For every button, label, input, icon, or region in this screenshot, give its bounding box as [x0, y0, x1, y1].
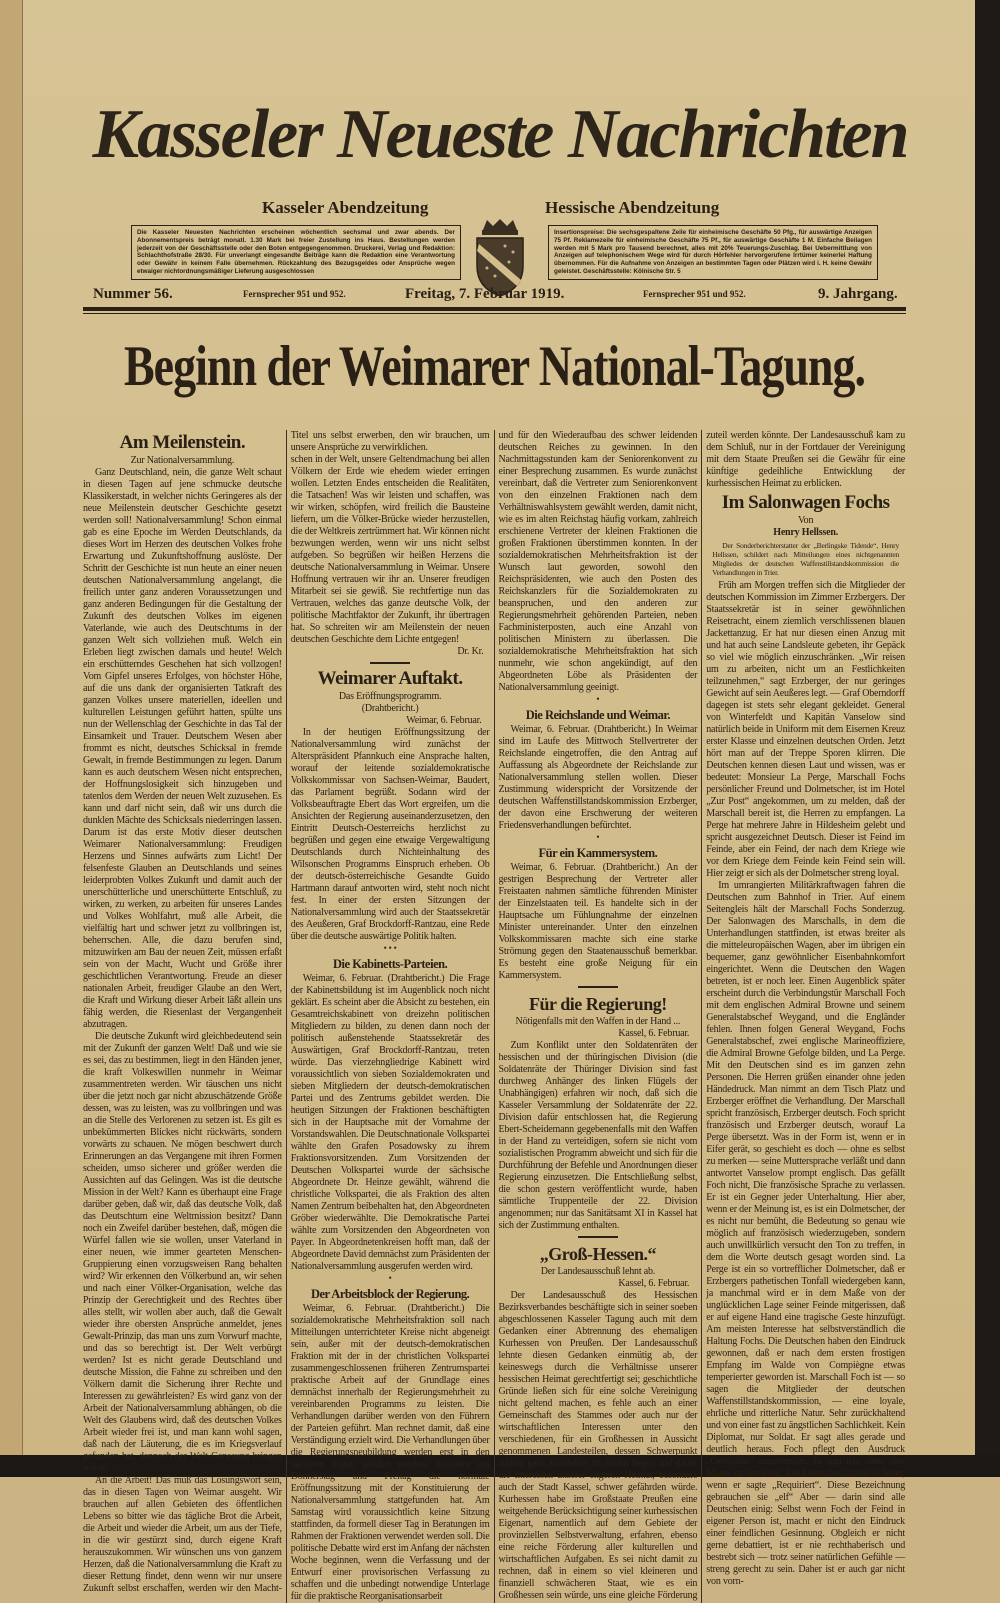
separator-rule: [499, 982, 698, 990]
separator-dot: •: [596, 694, 600, 704]
paragraph: Zum Konflikt unter den Soldatenräten der hessischen und der thüringischen Division (die Soldatenräte der Thüringer Division sind fast durchweg Anhänger des linken Flügels der Unabhängigen) erfahren wir noch, daß sich die Kasseler Versammlung der Soldatenräte der 22. Division dafür entschlossen hat, die Regierung Ebert-Scheidemann gegebenenfalls mit den Waffen in der Hand zu verteidigen, sofern sie nicht vom sozialistischen Programm abweicht und sich für die Durchführung der Befehle und Anordnungen dieser Regierung einzusetzen. Die Entschließung selbst, die schon gestern veröffentlicht wurde, haben sämtliche Truppenteile der 22. Division angenommen; nur das Sanitätsamt XI in Kassel hat sich der Zustimmung enthalten.: [498, 1040, 698, 1231]
subscription-info-box: Die Kasseler Neuesten Nachrichten erscheinen wöchentlich sechsmal und zwar abends. Der Abonnementspreis beträgt monatl. 1.30 Mark bei freier Zustellung ins Haus. Bestellungen werden jederzeit von der Geschäftsstelle oder den Boten entgegengenommen. Druckerei, Verlag und Redaktion: Schlachthofstraße 28/30. Für unverlangt eingesandte Beiträge kann die Redaktion eine Verantwortung oder Gewähr in keinem Falle übernehmen. Rückzahlung des Bezugsgeldes oder Ansprüche wegen etwaiger nichtordnungsmäßiger Lieferung ausgeschlossen: [131, 225, 461, 280]
dateline: Kassel, 6. Februar.: [618, 1278, 690, 1289]
article-headline: Weimarer Auftakt.: [317, 668, 463, 689]
dateline: Weimar, 6. Februar.: [406, 715, 482, 726]
section-headline: Für die Regierung!: [529, 994, 667, 1014]
paragraph: Der Landesausschuß des Hessischen Bezirksverbandes beschäftigte sich in seiner soeben abgeschlossenen Kasseler Tagung auch mit dem Gedanken einer Abtrennung des ehemaligen Kurhessen von Preußen. Der Landesausschuß lehnte diesen Gedanken einmütig ab, der keineswegs durch die Verhältnisse unserer hessischen Heimat gerechtfertigt sei; geschichtliche Gründe ließen sich für eine solche Vereinigung nicht geltend machen, es fehle auch an einer Gemeinschaft des Stammes oder auch nur der wirtschaftlichen Interessen unter den verschiedenen, für ein Großhessen in Aussicht genommenen Landesteilen, dessen Schwerpunkt zudem ganz zweifellos im Süden liegen und damit die Interessen unserer engeren Heimat, besonders auch der Stadt Kassel, schwer gefährden würde. Kurhessen habe im Großstaate Preußen eine weitgehende Berücksichtigung seiner kurhessischen Eigenart, namentlich auf dem Gebiete der provinziellen Selbstverwaltung, erfahren, ebenso eine reiche Förderung aller kulturellen und wirtschaftlichen Aufgaben. Es sei nicht damit zu rechnen, daß in einem so viel kleineren und finanziell schwächeren Staat, wie es ein Großhessen sein würde, uns eine gleiche Förderung zuteil werden könnte. Der Landesausschuß kam zu dem Schluß, nur in der Fortdauer der Vereinigung mit dem Staate Preußen sei die Gewähr für eine künftige gedeihliche Entwicklung der kurhessischen Heimat zu erblicken.: [498, 430, 905, 1601]
article-columns: [83, 430, 905, 1603]
paragraph: Weimar, 6. Februar. (Drahtbericht.) An der gestrigen Besprechung der Vertreter aller Freistaaten nahmen sämtliche führenden Minister der Einzelstaaten teil. Es handelte sich in der Hauptsache um Fühlungnahme der einzelnen Minister untereinander. Unter den einzelnen Volkskommissaren machte sich eine starke Strömung gegen den Staatenausschuß bemerkbar. Es besteht eine große Neigung für ein Kammersystem.: [498, 862, 698, 981]
background-right: [975, 0, 1000, 1477]
separator-rule: [499, 1232, 698, 1240]
issue-number: Nummer 56.: [93, 286, 173, 302]
article-intro: Der Sonderberichterstatter der „Berlingske Tidende“, Henry Hellssen, schildert nach Mitteilungen eines nichtgenannten Mitgliedes der deutschen Waffenstillstandskommission die Verhandlungen in Trier.: [712, 541, 899, 577]
subheading: Das Eröffnungsprogramm.: [338, 691, 442, 702]
issue-date: Freitag, 7. Februar 1919.: [405, 286, 565, 302]
main-headline: Beginn der Weimarer National-Tagung.: [124, 333, 865, 398]
paragraph: An die Arbeit! Das muß das Losungswort sein, das in diesen Tagen von Weimar ausgeht. Wir brauchen auf allen Gebieten des öffentlichen Lebens so bitter wie das tägliche Brot die Arbeit, die Arbeit und wieder die Arbeit, um aus der Tiefe, in die wir gestürzt sind, durch eigene Kraft herauszukommen. Wir wünschen uns von ganzem Herzen, daß die Nationalversammlung die Kraft zu dieser Rettung findet, denn wenn wir nur unsere Zukunft selbst erschaffen, werden wir den Macht-Titel uns selbst erwerben, den wir brauchen, um unsere Ansprüche zu verwirklichen.: [83, 430, 490, 1594]
phone-left: Fernsprecher 951 und 952.: [243, 289, 346, 299]
paragraph: Ganz Deutschland, nein, die ganze Welt schaut in diesen Tagen auf jene schmucke deutsche Klassikerstadt, in welcher nichts Geringeres als der neue Meilenstein deutscher Geschichte gesetzt werden soll! Nationalversammlung! Schon einmal gab es eine Epoche im Werden Deutschlands, da dieses Wort im Herzen des deutschen Volkes frohe Erwartung und Zukunftshoffnung auslöste. Der Schritt der Geschichte ist nun heute an einer neuen deutschen Nationalversammlung angelangt, die freilich unter ganz anderen Voraussetzungen und ganz anderen Bedingungen für die Gestaltung der Zukunft des deutschen Volkes im eigenen Vaterlande, wie auch des Deutschtums in der ganzen Welt sich vollziehen muß. Welch ein Erleben liegt zwischen damals und heute! Welch ein erschütterndes Geschehen hat sich vollzogen! Vom Gipfel unseres Erfolges, von höchster Höhe, auf die uns dank der organisierten Tatkraft des ganzen Volkes unsere materiellen, ideellen und kulturellen Leistungen geführt hatten, spülte uns nun der Wellenschlag der Geschichte in das Tal der Einsamkeit und Trauer. Deutschem Wesen aber frommt es nicht, deutsches Schicksal in fremde Gewalt, in fremde Bestimmungen zu legen. Darum kann es auch deutschem Wesen nicht entsprechen, der Hoffnungslosigkeit sich hinzugeben und tatenlos dem Werden der neuen Welt zuzusehen. Es kann und darf nicht sein, daß wir uns durch die dunklen Mächte des Schicksals niederringen lassen. Darum ist das erste Motiv dieser deutschen Weimarer Nationalversammlung: Freudigen Herzens und Sinnes aufwärts zum Licht! Der felsenfeste Glauben an Deutschlands und seines leiderprobten Volkes Zukunft und damit auch der unerschütterliche und unerschütterte Entschluß, zu wirken, zu werken, zu arbeiten für unseres Landes und Volkes Wohlfahrt, muß alle Arbeit, die vielfältig hart und schwer jetzt zu vollbringen ist, beherrschen. Alle, die dazu berufen sind, mitzuwirken am Bau der neuen Zeit, müssen erfaßt sein von der Macht, Wucht und Größe ihrer geschichtlichen Verantwortung. Freude an dieser nationalen Arbeit, freudiger Glaube an den Wert, die Kraft und Wirkung dieser Arbeit läßt allein uns fähig werden, die Riesenlast der Vergangenheit abzutragen.: [83, 467, 282, 1030]
section-headline: Die Kabinetts-Parteien.: [333, 957, 448, 971]
paragraph: und für den Wiederaufbau des schwer leidenden deutschen Reiches zu gewinnen. In den Nachmittagsstunden kam der Seniorenkonvent zu einer Besprechung zusammen. Es wurde zunächst vereinbart, daß die Vertreter zum Seniorenkonvent von den einzelnen Fraktionen nach dem Verhältniswahlsystem gewählt werden, damit nicht, wie es im alten Reichstag häufig vorkam, zahlreich erschienene Vertreter der kleinen Fraktionen die großen Fraktionen überstimmen konnten. In der sozialdemokratischen Mehrheitsfraktion ist der Wunsch laut geworden, sowohl den Reichspräsidenten, wie auch den Posten des Reichskanzlers für die Sozialdemokraten zu beanspruchen, und den anderen zur Regierungsmehrheit gehörenden Parteien, neben Fachministerposten, auch eine Anzahl von politischen Ministern zu überlassen. Die sozialdemokratische Mehrheitsfraktion hat sich nunmehr, wie schon angekündigt, auf den Abgeordneten Löbe als Präsidenten der Nationalversammlung geeinigt.: [498, 430, 698, 693]
subheading: Der Landesausschuß lehnt ab.: [540, 1266, 656, 1277]
paragraph: Die deutsche Zukunft wird gleichbedeutend sein mit der Zukunft der ganzen Welt! Daß und wie sie es sei, das zu bestimmen, liegt in den Händen jener, die kraft Volkeswillen nunmehr in Weimar zusammentreten werden. Wir täuschen uns nicht über die jetzt noch gar nicht abzuschätzende Größe dessen, was zu leisten, was zu vollbringen und was an die Stelle des Verlorenen zu setzen ist. Es gilt es unbekümmerten Blickes nicht rückwärts, sondern vorwärts zu schauen. Ne mögen beschwert durch Erinnerungen an das Vergangene mit ihren Formen scheiden, umso sicherer und größer werden die Aussichten auf das Gelingen. Was ist die deutsche Mission in der Welt? Kann es überhaupt eine Frage darüber geben, daß wir, daß das deutsche Volk, daß das Deutschtum eine Weltmission besitzt? Dann noch ein Zweifel darüber bestehen, daß, mögen die Würfel fallen wie sie wollen, unser Vaterland in einer neuen, wie immer gearteten Menschen-Gruppierung einen vorzugsweisen Rang behalten wird? Wir erkennen den Völkerbund an, wir sehen und nach einer Völker-Organisation, welche das Prinzip der Gerechtigkeit und des Rechtes über alles stellt, wir wollen aber auch, daß die Gewalt wieder ihre obersten Ansprüche anmeldet, jenes Gewalt-Prinzip, das man uns zum Vorwurf machte, und das so berechtigt ist. Der Welt verbürgt werden? Ist es nicht gerade Deutschland und deutsche Mission, die Fahne zu schreiben und den Völkern damit die Sicherung ihrer Rechte und Interessen zu gewährleisten? Es wird ganz von der Arbeit der Nationalversammlung abhängen, ob die Welt des Glaubens wird, daß des deutschen Volkes Arbeit wieder frei ist, und man kann wohl sagen, daß nach der Läuterung, die es im Kriegsverlauf gefunden hat, dennoch der Welt Genesung bringen werde.: [83, 1031, 282, 1474]
paragraph: In der heutigen Eröffnungssitzung der Nationalversammlung wird zunächst der Alterspräsident Pfannkuch eine Ansprache halten, worauf der leitende sozialdemokratische Volkskommissar von Sachsen-Weimar, Baudert, das Parlament begrüßt. Sodann wird der Volksbeauftragte Ebert das Wort ergreifen, um die Ansichten der Regierung auseinanderzusetzen, den Eintritt Deutsch-Oesterreichs herzlichst zu begrüßen und gegen eine etwaige Vergewaltigung Deutschlands durch Nichteinhaltung des Wilsonschen Programms Einspruch erheben. Ob der deutsch-österreichische Gesandte Guido Hartmann darauf antworten wird, steht noch nicht fest. In einer der ersten Sitzungen der Nationalversammlung wird auch der Staatssekretär des Aeußeren, Graf Brockdorff-Rantzau, eine Rede über die deutsche auswärtige Politik halten.: [290, 727, 490, 942]
author-signature: Dr. Kr.: [457, 646, 484, 657]
subheading: (Drahtbericht.): [361, 703, 419, 714]
paragraph: Früh am Morgen treffen sich die Mitglieder der deutschen Kommission im Zimmer Erzbergers. Der Staatssekretär ist in seiner gewöhnlichen Reisetracht, einem ziemlich verschlissenen blauen Jackettanzug. Er hat nur diesen einen Anzug mit und hat auch seine Landsleute gebeten, ihr Gepäck so viel wie möglich einzuschränken. „Wir reisen um zu arbeiten, nicht um an Festlichkeiten teilzunehmen,“ sagt Erzberger, der nur geringes Gewicht auf sein Aeußeres legt. — Graf Oberndorff dagegen ist stets sehr elegant gekleidet. General von Winterfeldt und Kapitän Vanselow sind natürlich beide in Uniform mit dem Eisernen Kreuz erster Klasse und einzelnen deutschen Orden. Jetzt hört man auf der Treppe Sporen klirren. Die Deutschen kennen diesen Laut und wissen, was er bedeutet: Monsieur La Perge, Marschall Fochs persönlicher Freund und Dolmetscher, ist im Hotel „Zur Post“ angekommen, um zu melden, daß der Marschall bereit ist, die Herren zu empfangen. La Perge hat mehrere Jahre in Hildesheim gelebt und spricht ausgezeichnet Deutsch. Dieser ist Feind im Feinde, aber ein Feind, der nach dem Kriege wie vor dem Kriege dem Feinde kein Feind sein will. Hier zeigt er sich als der Dolmetscher streng loyal.: [706, 580, 905, 879]
section-headline: Die Reichslande und Weimar.: [525, 708, 670, 722]
separator-rule: [291, 658, 490, 666]
paragraph: Weimar, 6. Februar. (Drahtbericht.) Die Frage der Kabinettsbildung ist im Augenblick noch nicht geklärt. Es scheint aber die Absicht zu bestehen, ein Gesamtreichskabinett von dreizehn politischen Mitgliedern zu bilden, zu denen dann noch der politisch außenstehende Staatssekretär des Auswärtigen, Graf Brockdorff-Rantzau, treten würde. Das vierzehngliedrige Kabinett wird voraussichtlich von sieben Sozialdemokraten und sieben Mitgliedern der deutsch-demokratischen Partei und des Zentrums gebildet werden. Die heutigen Sitzungen der Fraktionen beschäftigten sich in der Hauptsache mit der Vornahme der Vorstandswahlen. Die Deutschnationale Volkspartei wählte den Grafen Posadowsky zu ihrem Fraktionsvorsitzenden. Zum Vorsitzenden der Deutschen Volkspartei wurde der sächsische Abgeordnete Dr. Heinze gewählt, während die christliche Volkspartei, die als Fraktion des alten Namen Zentrum beibehalten hat, den Abgeordneten Gröber wiederwählte. Die Demokratische Partei wählte zum Vorsitzenden den Abgeordneten von Payer. In Abgeordnetenkreisen hofft man, daß der Abgeordnete David demnächst zum Präsidenten der Nationalversammlung ausgerufen werden wird.: [290, 973, 490, 1272]
phone-right: Fernsprecher 951 und 952.: [643, 289, 746, 299]
subheading: Zur Nationalversammlung.: [130, 455, 235, 466]
article-headline: Am Meilenstein.: [119, 432, 246, 453]
paragraph: Im umrangierten Militärkraftwagen fahren die Deutschen zum Bahnhof in Trier. Auf einem Seitengleis hält der Marschall Fochs Sonderzug. Der Salonwagen des Marschalls, in dem die Unterhandlungen stattfinden, ist etwas breiter als die mitteleuropäischen Wagen, aber im übrigen ein bequemer, ganz gewöhnlicher Eisenbahnkomfort eingerichtet. Wenn die Deutschen den Wagen betreten, ist er noch leer. Einen Augenblick später erscheint durch die Verbindungstür Marschall Foch mit dem englischen Admiral Browne und seinem Generalstabschef Weygand, und die Engländer fehlen. Ihnen folgen General Weygand, Fochs Generalstabschef, zwei englische Marineoffiziere, die Admiral Browne Gefolge bilden, und La Perge. Mit den Deutschen sind es im ganzen zehn Personen. Die Herren grüßen einander ohne jeden Händedruck. Man nimmt an dem Tisch Platz und Erzberger eröffnet die Verhandlung. Der Marschall spricht französisch, Erzberger deutsch. Foch spricht französisch und Erzberger deutsch, worauf La Perge übersetzt. Was in der Form ist, wenn er in Eifer gerät, so geschieht es doch — ohne es selbst zu merken — seine Muttersprache verläßt und dann antwortet Vanselow prompt englisch. Das gefällt Foch nicht, Die französische Sprache zu verlassen. Er ist ein Gegner jeder Unterhaltung. Hier aber, wenn er der Meinung ist, es ist ein Dolmetscher, der es nicht nur bemüht, die Bedeutung so genau wie möglich auf französisch wiederzugeben, sondern auch unwillkürlich versucht den Ton zu treffen, in dem die Worte deutsch gesagt worden sind. La Perge ist ein so vortrefflicher Dolmetscher, daß er Erzbergers pathetischen Tonfall wiedergeben kann, ja manchmal wird er in dem Maße von der unglücklichen Lage seiner Feinde mitgerissen, daß er auf eigene Hand eine tragische Geste hinzufügt. Am meisten Interesse hat selbstverständlich die Haltung Fochs. Die Deutschen haben den Eindruck gewonnen, daß er nach dem ersten frostigen Empfang im Walde von Compiègne etwas temperierter geworden ist. Marschall Foch ist — so sagen die Mitglieder der deutschen Waffenstillstandskommission, — eine loyale, ehrliche und ritterliche Natur. Sehr zurückhaltend und von einer fast zu ängstlichen Sachlichkeit. Kein Diplomat, nur Soldat. Er sagt alles gerade und deutlich heraus. Foch pflegt den Ausdruck „Gestohlen“ anzuwenden. Er sagt das, ohne eine Miene zu verziehen. Die Deutschen hätten es lieber, wenn er sagte „Requiriert“. Diese Bezeichnung gebrauchen sie „elf“ Aber — darin sind alle Deutschen einig: Selbst wenn Foch der Feind in eigener Person ist, macht er nicht den Eindruck einer feindlichen Gesinnung. Obgleich er nicht gerne debattiert, ist er nie rechthaberisch und bestrebt sich — trotz seiner natürlichen Gefühle — streng gerecht zu sein. Daher ist er auch gar nicht von vorn-: [706, 880, 905, 1587]
volume-year: 9. Jahrgang.: [818, 286, 898, 302]
subheading: Nötigenfalls mit den Waffen in der Hand ...: [515, 1016, 681, 1027]
paragraph: Weimar, 6. Februar. (Drahtbericht.) Die sozialdemokratische Mehrheitsfraktion soll nach Mitteilungen unterrichteter Kreise nicht abgeneigt sein, außer mit der deutsch-demokratischen Fraktion mit der in der christlichen Volkspartei zusammengeschlossenen früheren Zentrumspartei praktische Arbeit auf der Grundlage eines demnächst innerhalb der Regierungsmehrheit zu vereinbarenden Programms zu leisten. Die Verhandlungen darüber werden von den Führern der Parteien geführt. Man rechnet damit, daß eine Verständigung erzielt wird. Die Verhandlungen über die Regierungsneubildung werden erst in den nächsten Tagen geführt werden, nachdem am Donnerstag und Freitag die normale Eröffnungssitzung mit der Konstituierung der Nationalversammlung stattgefunden hat. Am Samstag wird voraussichtlich keine Sitzung stattfinden, da formell dieser Tag in Beratungen im Rahmen der Fraktionen verwendet werden soll. Die politische Debatte wird erst im Anfang der nächsten Woche beginnen, wenn die Verfassung und der Entwurf einer provisorischen Verfassung zu schaffen und die unbedingt notwendige Unterlage für die praktische Reorganisationsarbeit: [290, 1303, 490, 1602]
paragraph: schen in der Welt, unsere Geltendmachung bei allen Völkern der Erde wie ehedem wieder erringen wollen. Letzten Endes entscheiden die Realitäten, die Tatsachen! Was wir leisten und schaffen, was wir wirken, schöpfen, wird freilich die Bausteine liefern, um die Völker-Brücke wieder herzustellen, die der Weltkreis zertrümmert hat. Wir können nicht bezwungen werden, wenn wir uns nicht selbst aufgeben. So begrüßen wir heißen Herzens die deutsche Nationalversammlung in Weimar. Unsere Hoffnung vertrauen wir ihr an. Unserer freudigen Mitarbeit sei sie gewiß. Sie rechtfertige nun das Vertrauen, welches das ganze deutsche Volk, der politische Machtfaktor der Zukunft, ihr übertragen hat. So schreiten wir am Meilenstein der neuen deutschen Geschichte dem Lichte entgegen!: [290, 454, 490, 645]
separator-dot: •: [388, 1273, 392, 1283]
section-headline: Der Arbeitsblock der Regierung.: [310, 1287, 470, 1301]
author-byline: Henry Hellssen.: [773, 527, 839, 538]
subheading: Von: [797, 515, 814, 526]
dateline-bar: [83, 286, 903, 306]
divider-thick: [83, 307, 906, 311]
section-headline: Für ein Kammersystem.: [538, 846, 658, 860]
newspaper-title: Kasseler Neueste Nachrichten: [92, 96, 908, 173]
section-headline: „Groß-Hessen.“: [539, 1244, 656, 1264]
page-edge-left: [0, 0, 23, 1477]
subtitle-right: Hessische Abendzeitung: [545, 198, 720, 217]
separator-dots: • • •: [383, 943, 397, 953]
divider-thin: [83, 313, 906, 314]
separator-dot: •: [596, 832, 600, 842]
paragraph: Weimar, 6. Februar. (Drahtbericht.) In Weimar sind im Laufe des Mittwoch Stellvertreter der Reichslande eingetroffen, die den Antrag auf Auffassung als Abgeordnete der Reichslande zur Nationalversammlung stellen wollen. Dieser Zustimmung widerspricht der Vorsitzende der deutschen Waffenstillstandskommission Erzberger, der davon eine Erschwerung der weiteren Friedensverhandlungen befürchtet.: [498, 724, 698, 831]
article-headline: Im Salonwagen Fochs: [721, 492, 890, 513]
advertising-info-box: Insertionspreise: Die sechsgespaltene Zeile für einheimische Geschäfte 50 Pfg., für auswärtige Anzeigen 75 Pf. Reklamezeile für einheimische Geschäfte 75 Pf., für auswärtige Geschäfte 1 M. Einfache Beilagen werden mit 5 Mark pro Tausend berechnet, alles mit 20% Teuerungs-Zuschlag. Bei Uebermittlung von Anzeigen auf telephonischem Wege wird für durch Hörfehler hervorgerufene Irrtümer keinerlei Haftung übernommen. Für die Aufnahme von Anzeigen an bestimmten Tagen oder Plätzen wird i. H. keine Gewähr geleistet. Geschäftsstelle: Kölnische Str. 5: [548, 225, 878, 280]
subtitle-left: Kasseler Abendzeitung: [262, 198, 429, 217]
dateline: Kassel, 6. Februar.: [618, 1028, 690, 1039]
